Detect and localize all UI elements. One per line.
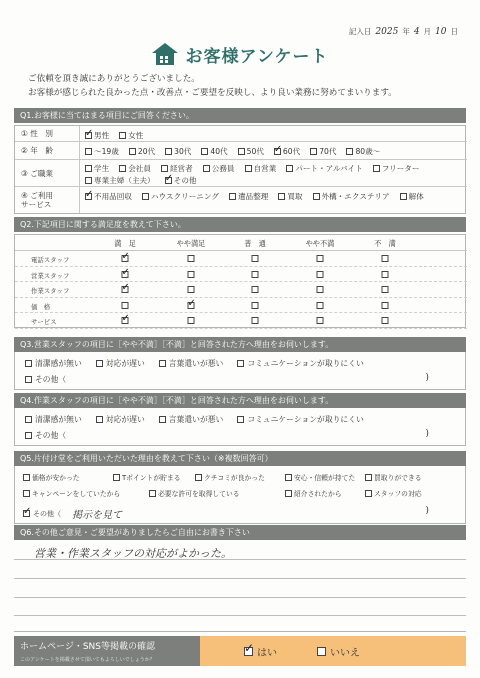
q1-option-checkbox[interactable]	[161, 165, 168, 172]
q1-option-checkbox[interactable]	[313, 193, 320, 200]
q1-option[interactable]	[85, 175, 155, 186]
q1-option[interactable]	[119, 130, 143, 141]
q2-rating-checkbox[interactable]	[252, 255, 259, 262]
q2-rating-checkbox[interactable]	[252, 302, 259, 309]
q1-option-checkbox[interactable]	[129, 148, 136, 155]
check-mark-icon: ✓	[85, 128, 94, 139]
page-title: お客様アンケート	[185, 46, 329, 67]
q1-row	[15, 160, 467, 187]
q3-option-label: 清潔感が無い	[35, 359, 82, 368]
q5-option-label: スタッフの対応	[374, 490, 422, 498]
q5-option-label: 紹介されたから	[294, 490, 342, 498]
q1-option[interactable]	[142, 191, 219, 202]
q1-option-checkbox[interactable]	[119, 132, 126, 139]
q2-row	[15, 267, 467, 283]
yes-label: はい	[257, 647, 277, 659]
yes-checkbox[interactable]	[244, 640, 255, 656]
q1-option[interactable]	[313, 191, 390, 202]
q3-close-paren: )	[425, 373, 429, 383]
q3-option[interactable]	[96, 358, 145, 369]
q5-options	[23, 470, 461, 506]
q1-option[interactable]	[203, 163, 235, 174]
check-mark-icon: ✓	[121, 313, 130, 325]
q2-row-label: 営業スタッフ	[31, 271, 70, 280]
q5-option[interactable]	[365, 488, 422, 498]
q4-block	[14, 408, 466, 446]
q1-option-label: 公務員	[211, 164, 235, 173]
q5-option-checkbox[interactable]	[365, 474, 372, 481]
q1-option-label: 解体	[408, 192, 424, 201]
q1-option-label: 20代	[137, 147, 156, 156]
q1-option-label: 自営業	[253, 164, 277, 173]
q1-option[interactable]	[85, 146, 119, 157]
q2-rating-checkbox[interactable]	[252, 286, 259, 293]
q3-options	[25, 358, 364, 369]
q1-option-label: 学生	[94, 164, 110, 173]
q1-option[interactable]	[400, 191, 424, 202]
house-icon	[152, 43, 178, 65]
q1-option-label: ハウスクリーニング	[150, 192, 219, 201]
q3-option[interactable]	[237, 358, 363, 369]
q1-option-label: 専業主婦（主夫）	[94, 176, 155, 185]
q1-option-checkbox[interactable]	[201, 148, 208, 155]
q2-rating-checkbox[interactable]	[317, 302, 324, 309]
q4-close-paren: )	[425, 429, 429, 439]
q1-option-label: 男性	[94, 131, 110, 140]
no-label: いいえ	[330, 647, 360, 659]
q2-column-header: 満 足	[114, 239, 136, 248]
q1-row	[15, 126, 467, 142]
q2-rating-checkbox[interactable]	[188, 271, 195, 278]
q3-option-checkbox[interactable]	[25, 360, 32, 367]
q2-rating-checkbox[interactable]	[121, 251, 130, 262]
check-mark-icon: ✓	[121, 282, 130, 294]
q1-option-checkbox[interactable]	[373, 165, 380, 172]
q1-option-label: 会社員	[128, 164, 151, 173]
q3-heading: Q3.営業スタッフの項目に［やや不満］［不満］と回答された方へ理由をお伺いします。	[14, 337, 466, 352]
q5-option-checkbox[interactable]	[285, 490, 292, 497]
q2-heading: Q2.下記項目に関する満足度を教えて下さい。	[14, 217, 466, 232]
q5-option-label: Tポイントが貯まる	[122, 474, 181, 482]
q5-close-paren: )	[425, 506, 429, 516]
q1-option[interactable]	[165, 175, 197, 186]
q3-other-checkbox[interactable]	[25, 376, 32, 383]
q5-option-label: 価格が安かった	[32, 474, 80, 482]
q3-option-label: 言葉遣いが悪い	[168, 359, 224, 368]
q5-heading: Q5.片付け堂をご利用いただいた理由を教えて下さい（※複数回答可）	[14, 451, 466, 466]
q2-column-header: 不 満	[374, 239, 396, 248]
q2-rating-checkbox[interactable]	[188, 317, 195, 324]
q2-rating-checkbox[interactable]	[252, 317, 259, 324]
q1-option[interactable]	[286, 163, 363, 174]
date-month-unit: 月	[423, 27, 432, 36]
q1-option-checkbox[interactable]	[400, 193, 407, 200]
header	[0, 40, 480, 68]
q1-option-checkbox[interactable]	[85, 128, 94, 139]
q1-option-checkbox[interactable]	[85, 189, 94, 200]
check-mark-icon: ✓	[164, 173, 174, 184]
q2-rating-checkbox[interactable]	[317, 317, 324, 324]
q2-rating-checkbox[interactable]	[382, 255, 389, 262]
q1-option-label: 40代	[210, 147, 228, 156]
date-day[interactable]: 10	[435, 27, 447, 37]
q5-option-label: 必要な許可を取得している	[158, 490, 240, 498]
q2-rating-checkbox[interactable]	[188, 255, 195, 262]
q1-option[interactable]	[310, 146, 336, 157]
q2-rating-checkbox[interactable]	[121, 266, 130, 278]
q1-option-label: 80歳～	[355, 147, 381, 156]
q5-option[interactable]	[149, 488, 240, 498]
q5-option[interactable]	[113, 472, 181, 482]
q4-option-label: 清潔感が無い	[35, 415, 82, 424]
q4-options	[25, 414, 364, 425]
q1-option[interactable]	[165, 146, 191, 157]
q1-option[interactable]	[229, 191, 268, 202]
q4-option[interactable]	[25, 414, 82, 425]
q1-option-checkbox[interactable]	[310, 148, 317, 155]
q1-table	[14, 125, 466, 214]
q4-option[interactable]	[159, 414, 224, 425]
q5-other-row	[23, 506, 122, 521]
q1-option-checkbox[interactable]	[273, 144, 283, 155]
q1-option[interactable]	[274, 146, 300, 157]
check-mark-icon: ✓	[187, 297, 196, 309]
q4-option-checkbox[interactable]	[96, 416, 103, 423]
q1-option[interactable]	[245, 163, 277, 174]
q2-rating-checkbox[interactable]	[382, 302, 389, 309]
q5-option-checkbox[interactable]	[149, 490, 156, 497]
q2-rating-checkbox[interactable]	[317, 271, 324, 278]
q1-row-label: ③ ご職業	[15, 160, 80, 186]
check-mark-icon: ✓	[121, 266, 130, 278]
q4-option-checkbox[interactable]	[237, 416, 244, 423]
q1-option-checkbox[interactable]	[119, 165, 126, 172]
q2-row-label: 作業スタッフ	[31, 287, 70, 296]
footer-left	[14, 636, 200, 666]
q5-other-label: その他（	[33, 509, 61, 518]
q1-row-label: ② 年 齢	[15, 142, 80, 159]
footer-title: ホームページ・SNS等掲載の確認	[20, 642, 155, 652]
q1-option-label: パート・アルバイト	[295, 164, 363, 173]
check-mark-icon: ✓	[273, 144, 283, 155]
q2-row-label: 価 格	[31, 302, 51, 311]
q5-option[interactable]	[285, 488, 342, 498]
q3-option[interactable]	[25, 358, 82, 369]
q4-option-label: コミュニケーションが取りにくい	[247, 415, 364, 424]
q1-option[interactable]	[278, 191, 302, 202]
date-year[interactable]: 2025	[375, 27, 399, 37]
date-month[interactable]: 4	[413, 27, 420, 37]
q5-option-checkbox[interactable]	[23, 474, 30, 481]
q1-option-label: 不用品回収	[94, 192, 132, 201]
q2-column-header: やや満足	[176, 239, 206, 248]
q1-option-label: 経営者	[169, 164, 193, 173]
q2-column-header: 普 通	[244, 239, 266, 248]
q3-option-checkbox[interactable]	[96, 360, 103, 367]
q5-option-label: 買取りができる	[374, 474, 422, 482]
q1-row	[15, 142, 467, 160]
q1-option-label: 70代	[319, 147, 337, 156]
date-row	[349, 26, 458, 37]
q2-rating-checkbox[interactable]	[317, 255, 324, 262]
q1-option[interactable]	[373, 163, 420, 174]
intro-line-2: お客様が感じられた良かった点・改善点・ご要望を反映し、より良い業務に努めてまいります。	[28, 88, 397, 98]
q1-option-label: 女性	[128, 131, 144, 140]
q1-row-options	[85, 146, 463, 157]
q2-rating-checkbox[interactable]	[188, 286, 195, 293]
q2-row	[15, 282, 467, 298]
q2-row-label: 電話スタッフ	[31, 256, 70, 264]
q3-option-label: 対応が遅い	[105, 359, 145, 368]
q1-option-checkbox[interactable]	[85, 177, 92, 184]
q1-option-label: 60代	[282, 147, 301, 156]
q2-rating-checkbox[interactable]	[382, 271, 389, 278]
q1-option[interactable]	[129, 146, 155, 157]
q2-rating-checkbox[interactable]	[121, 282, 130, 294]
q1-row-label: ④ ご利用 サービス	[15, 187, 80, 213]
q5-option[interactable]	[195, 472, 265, 482]
q2-row-label: サービス	[31, 318, 57, 327]
q4-option[interactable]	[237, 414, 363, 425]
q1-option-label: 買取	[287, 192, 303, 201]
q4-other-row	[25, 430, 66, 441]
q3-option-checkbox[interactable]	[237, 360, 244, 367]
q1-option[interactable]	[85, 191, 132, 202]
q3-block	[14, 352, 466, 390]
q4-option-label: 対応が遅い	[105, 415, 145, 424]
q2-row	[15, 251, 467, 267]
q1-option-checkbox[interactable]	[142, 193, 149, 200]
q1-option-checkbox[interactable]	[229, 193, 236, 200]
q1-option-checkbox[interactable]	[164, 173, 174, 184]
q1-option-checkbox[interactable]	[245, 165, 252, 172]
q3-option-label: コミュニケーションが取りにくい	[247, 359, 364, 368]
q1-row-label: ① 性 別	[15, 126, 80, 141]
q3-option-checkbox[interactable]	[159, 360, 166, 367]
q4-option-checkbox[interactable]	[25, 416, 32, 423]
date-day-unit: 日	[450, 27, 458, 36]
check-mark-icon: ✓	[244, 640, 255, 655]
q4-option-checkbox[interactable]	[159, 416, 166, 423]
q1-option-checkbox[interactable]	[346, 148, 353, 155]
q1-heading: Q1.お客様に当てはまる項目にご回答ください。	[14, 108, 466, 123]
q1-option-checkbox[interactable]	[85, 148, 92, 155]
q1-option[interactable]	[346, 146, 380, 157]
q5-option-label: 安心・信頼が持てた	[294, 474, 356, 482]
footer-choice	[200, 636, 466, 666]
q1-option-checkbox[interactable]	[165, 148, 172, 155]
q4-other-label: その他（	[35, 431, 67, 440]
q5-option-checkbox[interactable]	[285, 474, 292, 481]
footer-yes-option[interactable]	[244, 640, 277, 659]
q2-rating-checkbox[interactable]	[187, 297, 196, 309]
footer-no-option[interactable]	[317, 644, 360, 659]
q2-table	[14, 234, 466, 328]
q2-rating-checkbox[interactable]	[382, 286, 389, 293]
q2-rating-checkbox[interactable]	[317, 286, 324, 293]
q1-option-label: 30代	[174, 147, 192, 156]
q5-other-text[interactable]: 掲示を見て	[72, 510, 122, 521]
q3-other-label: その他（	[35, 375, 67, 384]
q2-rating-checkbox[interactable]	[382, 317, 389, 324]
q4-other-checkbox[interactable]	[25, 432, 32, 439]
q1-row-options	[85, 191, 463, 202]
q5-other-checkbox[interactable]	[23, 506, 32, 517]
q1-option-label: ～19歳	[94, 147, 119, 156]
q2-row	[15, 313, 467, 329]
q1-option-checkbox[interactable]	[203, 165, 210, 172]
q6-comment-text[interactable]: 営業・作業スタッフの対応がよかった。	[34, 547, 232, 560]
q2-row	[15, 298, 467, 314]
no-checkbox[interactable]	[317, 647, 326, 656]
q1-option-label: 50代	[246, 147, 264, 156]
q1-option-checkbox[interactable]	[85, 165, 92, 172]
check-mark-icon: ✓	[85, 189, 94, 200]
q5-option-checkbox[interactable]	[195, 474, 202, 481]
q1-option[interactable]	[201, 146, 227, 157]
check-mark-icon: ✓	[23, 506, 32, 517]
q4-option[interactable]	[96, 414, 145, 425]
q5-option-label: キャンペーンをしていたから	[32, 490, 121, 498]
q2-column-header: やや不満	[305, 239, 335, 248]
q2-rating-checkbox[interactable]	[252, 271, 259, 278]
q5-block	[14, 466, 466, 524]
q1-option-checkbox[interactable]	[286, 165, 293, 172]
q3-option[interactable]	[159, 358, 224, 369]
q1-option[interactable]	[238, 146, 264, 157]
q5-option[interactable]	[285, 472, 355, 482]
q5-option-checkbox[interactable]	[23, 490, 30, 497]
q2-rating-checkbox[interactable]	[121, 313, 130, 325]
date-year-unit: 年	[402, 27, 410, 36]
q5-option[interactable]	[365, 472, 422, 482]
q1-option-checkbox[interactable]	[278, 193, 285, 200]
q5-option[interactable]	[23, 488, 120, 498]
q2-column-headers	[15, 235, 467, 251]
q2-rating-checkbox[interactable]	[122, 302, 129, 309]
q1-option-label: 外構・エクステリア	[321, 192, 390, 201]
date-label: 記入日	[348, 27, 372, 36]
q5-option[interactable]	[23, 472, 80, 482]
q1-option[interactable]	[85, 130, 109, 141]
q5-option-checkbox[interactable]	[365, 490, 372, 497]
q1-option-label: その他	[173, 176, 197, 185]
q1-row-options	[85, 130, 463, 141]
q6-heading: Q6.その他ご意見・ご要望がありましたらご自由にお書き下さい	[14, 525, 466, 540]
q5-option-label: クチコミが良かった	[204, 474, 265, 482]
q4-heading: Q4.作業スタッフの項目に［やや不満］［不満］と回答された方へ理由をお伺いします。	[14, 393, 466, 408]
footer-subtitle: このアンケートを掲載させて頂いてもよろしいでしょうか？	[20, 657, 155, 663]
intro-line-1: ご依頼を頂き誠にありがとうございました。	[28, 74, 200, 84]
q1-option-label: 遺品整理	[237, 192, 269, 201]
q1-option[interactable]	[85, 163, 109, 174]
q1-row	[15, 187, 467, 213]
q1-option-checkbox[interactable]	[238, 148, 245, 155]
q1-row-options	[85, 163, 463, 186]
check-mark-icon: ✓	[121, 251, 130, 262]
q4-option-label: 言葉遣いが悪い	[168, 415, 224, 424]
q1-option[interactable]	[119, 163, 151, 174]
footer	[14, 636, 466, 666]
intro-text	[28, 72, 397, 100]
q3-other-row	[25, 374, 66, 385]
q5-option-checkbox[interactable]	[113, 474, 120, 481]
q1-option-label: フリーター	[381, 164, 420, 173]
